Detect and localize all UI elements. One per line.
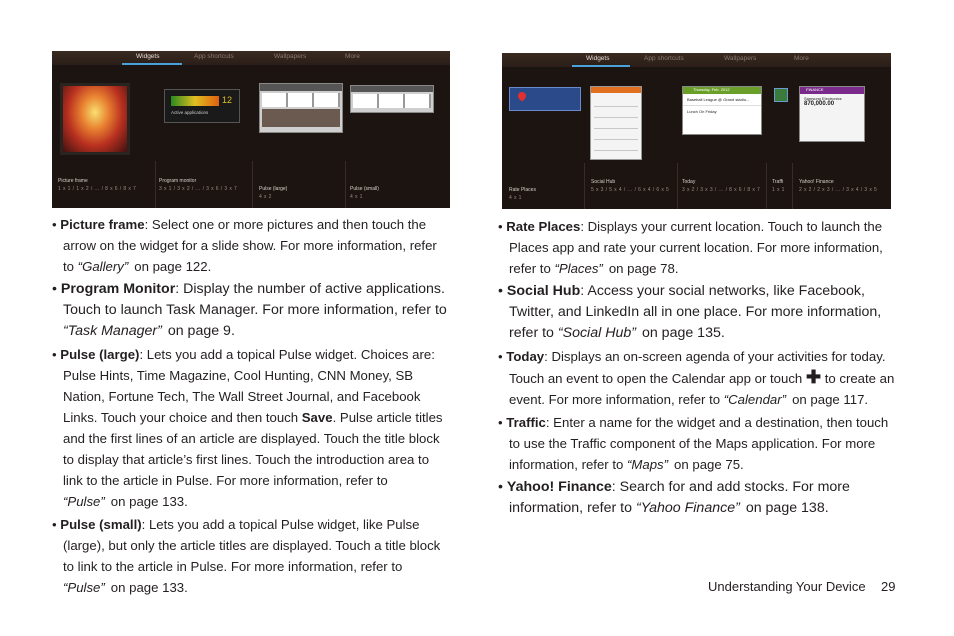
description: : Access your social networks, like Facebook, Twitter, and LinkedIn all in one place. For more information, refer to: [509, 283, 882, 341]
active-tab-indicator: [572, 65, 630, 67]
tab-wallpapers[interactable]: Wallpapers: [274, 53, 307, 60]
widget-size-rate-places: 4 x 1: [509, 195, 522, 201]
traffic-preview[interactable]: [774, 88, 788, 102]
divider: [584, 163, 585, 209]
bullet-yahoo-finance: • Yahoo! Finance: Search for and add stocks. For more information, refer to “Yahoo Finance” on page 138.: [498, 479, 850, 516]
bullet-rate-places: • Rate Places: Displays your current location. Touch to launch the Places app and rate your current location. For more information, refer to “Places” on page 78.: [498, 219, 883, 276]
widget-name-yahoo-finance: Yahoo! Finance: [799, 179, 834, 185]
term: Traffic: [506, 415, 546, 430]
term: Pulse (large): [60, 347, 140, 362]
description: : Lets you add a topical Pulse widget, like Pulse (large), but only the article titles are displayed. Touch a title block to link to the article in Pulse. For more information, refer to: [63, 517, 441, 574]
widget-size-social-hub: 5 x 3 / 5 x 4 / ... / 6 x 4 / 6 x 5: [591, 187, 670, 193]
description: : Displays an on-screen agenda of your activities for today. Touch an event to open the Calendar app or touch: [509, 349, 886, 386]
pulse-small-header: [351, 86, 433, 92]
cross-reference[interactable]: “Pulse”: [63, 580, 105, 595]
picture-frame-preview[interactable]: [60, 83, 130, 155]
page-reference: on page 138.: [745, 500, 829, 516]
widget-tab-bar: [52, 51, 450, 65]
term: Social Hub: [506, 283, 581, 299]
pulse-small-preview[interactable]: [350, 85, 434, 113]
page-reference: on page 122.: [134, 259, 212, 274]
tab-widgets[interactable]: Widgets: [586, 55, 610, 62]
left-widgets-screenshot: [52, 51, 450, 208]
cross-reference[interactable]: “Social Hub”: [557, 325, 636, 341]
description: : Display the number of active applications. Touch to launch Task Manager. For more information, refer to: [63, 281, 447, 318]
left-column: [52, 214, 450, 600]
cross-reference[interactable]: “Pulse”: [63, 494, 105, 509]
widget-tab-bar: [502, 53, 891, 67]
bullet-traffic: • Traffic: Enter a name for the widget and a destination, then touch to use the Traffic component of the Maps application. For more information, refer to “Maps” on page 75.: [498, 415, 889, 472]
description: : Enter a name for the widget and a destination, then touch to use the Traffic component of the Maps application. For more information, refer to: [509, 415, 889, 472]
cross-reference[interactable]: “Places”: [554, 261, 603, 276]
rate-places-preview[interactable]: [509, 87, 581, 111]
description: . Pulse article titles and the first lines of an article are displayed. Touch the title block to display that article’s first lines. Touch the introduction area to link to the article in Pulse. For more information, refer to: [63, 410, 443, 488]
plus-icon: ✚: [805, 367, 822, 387]
tab-app-shortcuts[interactable]: App shortcuts: [644, 55, 684, 62]
finance-price: 870,000.00: [804, 101, 835, 107]
term: Rate Places: [506, 219, 581, 234]
divider: [345, 161, 346, 208]
active-app-count: 12: [222, 95, 233, 105]
page-number: 29: [881, 579, 896, 594]
term: Program Monitor: [60, 281, 176, 297]
program-monitor-preview[interactable]: [164, 89, 240, 123]
term: Yahoo! Finance: [506, 479, 612, 495]
social-hub-header: [591, 87, 641, 93]
description: : Lets you add a topical Pulse widget. Choices are: Pulse Hints, Time Magazine, Cool Hunting, CNN Money, SB Nation, Fortune Tech, The Wall Street Journal, and Facebook Links. Touch your choice and then touch: [63, 347, 435, 425]
pulse-large-article: [262, 109, 340, 127]
page-reference: on page 117.: [792, 392, 869, 407]
page-reference: on page 9.: [167, 323, 235, 339]
cross-reference[interactable]: “Yahoo Finance”: [635, 500, 740, 516]
save-term: Save: [301, 410, 333, 425]
widget-name-program-monitor: Program monitor: [159, 178, 197, 184]
pulse-small-tiles: [353, 94, 431, 108]
widget-size-pulse-small: 4 x 1: [350, 194, 363, 200]
term: Picture frame: [60, 217, 145, 232]
cross-reference[interactable]: “Calendar”: [723, 392, 787, 407]
bullet-pulse-large: • Pulse (large): Lets you add a topical Pulse widget. Choices are: Pulse Hints, Time Magazine, Cool Hunting, CNN Money, SB Nation, Fortune Tech, The Wall Street Journal, and Facebook Links. Touch your choice and then touch Save. Pulse article titles and the first lines of an article are displayed. Touch the title block to display that article’s first lines. Touch the introduction area to link to the article in Pulse. For more information, refer to “Pulse” on page 133.: [52, 347, 443, 509]
right-widgets-screenshot: [502, 53, 891, 209]
active-tab-indicator: [122, 63, 182, 65]
widget-name-today: Today: [682, 179, 696, 185]
today-event[interactable]: Baseball League @ Grand stadiu...: [687, 97, 750, 102]
finance-header: FINANCE: [800, 87, 864, 94]
tab-widgets[interactable]: Widgets: [136, 53, 160, 60]
social-hub-preview[interactable]: [590, 86, 642, 160]
yahoo-finance-preview[interactable]: [799, 86, 865, 142]
bullet-social-hub: • Social Hub: Access your social networks, like Facebook, Twitter, and LinkedIn all in one place. For more information, refer to “Social Hub” on page 135.: [498, 283, 882, 341]
page-reference: on page 135.: [641, 325, 725, 341]
pulse-large-header: [260, 84, 342, 91]
today-event[interactable]: Lunch On Friday: [683, 105, 761, 117]
page-reference: on page 75.: [674, 457, 744, 472]
widget-size-today: 3 x 2 / 3 x 3 / ... / 8 x 6 / 8 x 7: [682, 187, 761, 193]
description: : Select one or more pictures and then touch the arrow on the widget for a slide show. For more information, refer to: [63, 217, 437, 274]
map-pin-icon: [516, 90, 527, 101]
divider: [252, 161, 253, 208]
today-preview[interactable]: [682, 86, 762, 135]
cross-reference[interactable]: “Gallery”: [77, 259, 129, 274]
pulse-large-tiles: [262, 93, 340, 107]
bullet-today: • Today: Displays an on-screen agenda of your activities for today. Touch an event to open the Calendar app or touch ✚ to create an event. For more information, refer to “Calendar” on page 117.: [498, 349, 895, 407]
term: Pulse (small): [60, 517, 142, 532]
widget-name-social-hub: Social Hub: [591, 179, 616, 185]
bullet-picture-frame: • Picture frame: Select one or more pictures and then touch the arrow on the widget for a slide show. For more information, refer to “Gallery” on page 122.: [52, 217, 437, 274]
active-app-label: Active applications: [171, 110, 209, 115]
footer-section-title: Understanding Your Device: [708, 579, 866, 594]
description: : Search for and add stocks. For more information, refer to: [509, 479, 850, 516]
monitor-bar: [171, 96, 219, 106]
right-column: [498, 216, 898, 521]
page-reference: on page 78.: [608, 261, 679, 276]
description: : Displays your current location. Touch to launch the Places app and rate your current location. For more information, refer to: [509, 219, 883, 276]
divider: [766, 163, 767, 209]
tab-more[interactable]: More: [794, 55, 809, 62]
widget-name-pulse-large: Pulse (large): [259, 186, 288, 192]
cross-reference[interactable]: “Task Manager”: [63, 323, 162, 339]
term: Today: [506, 349, 545, 364]
widget-name-pulse-small: Pulse (small): [350, 186, 379, 192]
widget-size-pulse-large: 4 x 2: [259, 194, 272, 200]
widget-name-traffic: Traffi: [772, 179, 784, 185]
divider: [677, 163, 678, 209]
widget-size-picture-frame: 1 x 1 / 1 x 2 / ... / 8 x 6 / 8 x 7: [58, 186, 137, 192]
cross-reference[interactable]: “Maps”: [627, 457, 669, 472]
tab-app-shortcuts[interactable]: App shortcuts: [194, 53, 234, 60]
widget-size-traffic: 1 x 1: [772, 187, 785, 193]
social-hub-posts: [594, 96, 638, 152]
today-header: Thursday, Feb. 2012: [683, 87, 761, 94]
widget-name-rate-places: Rate Places: [509, 187, 536, 193]
pulse-large-preview[interactable]: [259, 83, 343, 133]
bullet-program-monitor: • Program Monitor: Display the number of active applications. Touch to launch Task Manager. For more information, refer to “Task Manager” on page 9.: [52, 281, 447, 339]
canyon-photo: [63, 86, 127, 152]
divider: [155, 161, 156, 208]
divider: [792, 163, 793, 209]
tab-wallpapers[interactable]: Wallpapers: [724, 55, 757, 62]
tab-more[interactable]: More: [345, 53, 360, 60]
widget-name-picture-frame: Picture frame: [58, 178, 88, 184]
widget-size-yahoo-finance: 2 x 2 / 2 x 3 / ... / 3 x 4 / 3 x 5: [799, 187, 878, 193]
widget-size-program-monitor: 3 x 1 / 3 x 2 / ... / 3 x 6 / 3 x 7: [159, 186, 238, 192]
page-reference: on page 133.: [110, 494, 188, 509]
finance-company: Samsung Electronics: [804, 96, 842, 101]
bullet-pulse-small: • Pulse (small): Lets you add a topical Pulse widget, like Pulse (large), but only the article titles are displayed. Touch a title block to link to the article in Pulse. For more information, refer to “Pulse” on page 133.: [52, 517, 441, 595]
description: to create an event. For more information, refer to: [509, 371, 895, 407]
page-reference: on page 133.: [110, 580, 188, 595]
